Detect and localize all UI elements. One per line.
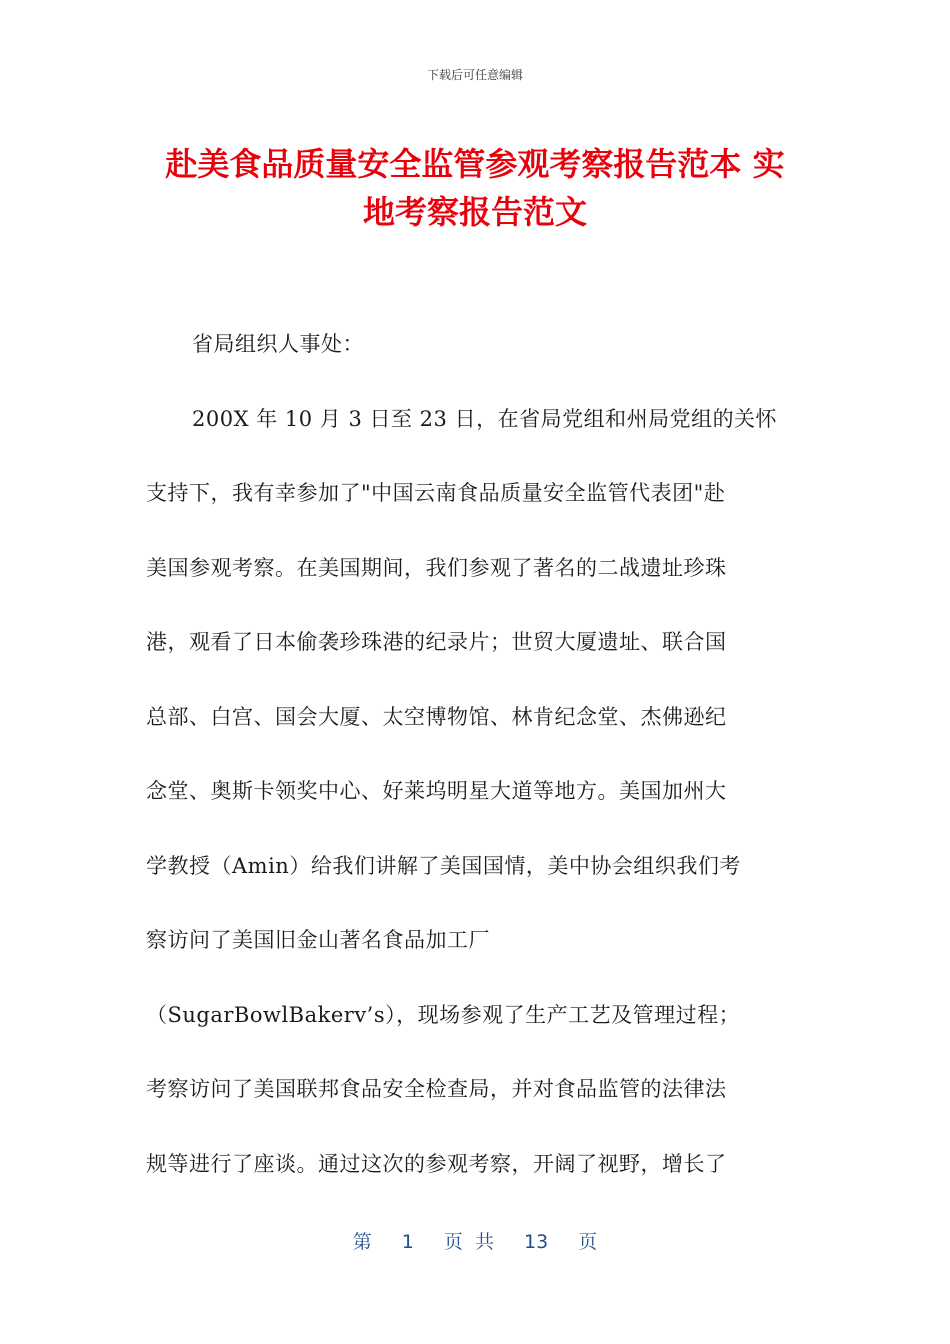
salutation: 省局组织人事处：: [192, 332, 364, 356]
header-note: 下载后可任意编辑: [426, 68, 523, 82]
body-line: 学教授（Amin）给我们讲解了美国国情，美中协会组织我们考: [146, 853, 741, 878]
body-line: 港，观看了日本偷袭珍珠港的纪录片；世贸大厦遗址、联合国: [146, 630, 727, 654]
body-line: （SugarBowlBakerv’s），现场参观了生产工艺及管理过程；: [146, 1002, 741, 1027]
body-line: 美国参观考察。在美国期间，我们参观了著名的二战遗址珍珠: [146, 555, 727, 580]
current-page-number: 1: [401, 1231, 414, 1253]
footer-middle: 页 共: [443, 1231, 494, 1253]
total-page-count: 13: [524, 1231, 549, 1253]
body-line: 察访问了美国旧金山著名食品加工厂: [146, 928, 490, 952]
body-line: 200X 年 10 月 3 日至 23 日，在省局党组和州局党组的关怀: [192, 406, 778, 431]
title-line-2: 地考察报告范文: [362, 193, 587, 231]
footer-prefix: 第: [352, 1231, 372, 1253]
page-footer: [0, 1227, 950, 1254]
body-line: 规等进行了座谈。通过这次的参观考察，开阔了视野，增长了: [146, 1151, 727, 1176]
body-line: 考察访问了美国联邦食品安全检查局，并对食品监管的法律法: [146, 1077, 727, 1101]
body-line: 念堂、奥斯卡领奖中心、好莱坞明星大道等地方。美国加州大: [146, 779, 727, 803]
document-body: [146, 322, 806, 1216]
body-line: 支持下，我有幸参加了"中国云南食品质量安全监管代表团"赴: [146, 481, 726, 505]
body-line: 总部、白宫、国会大厦、太空博物馆、林肯纪念堂、杰佛逊纪: [146, 704, 727, 729]
title-line-1: 赴美食品质量安全监管参观考察报告范本 实: [165, 145, 785, 183]
footer-suffix: 页: [578, 1231, 598, 1253]
document-title: [110, 140, 840, 236]
